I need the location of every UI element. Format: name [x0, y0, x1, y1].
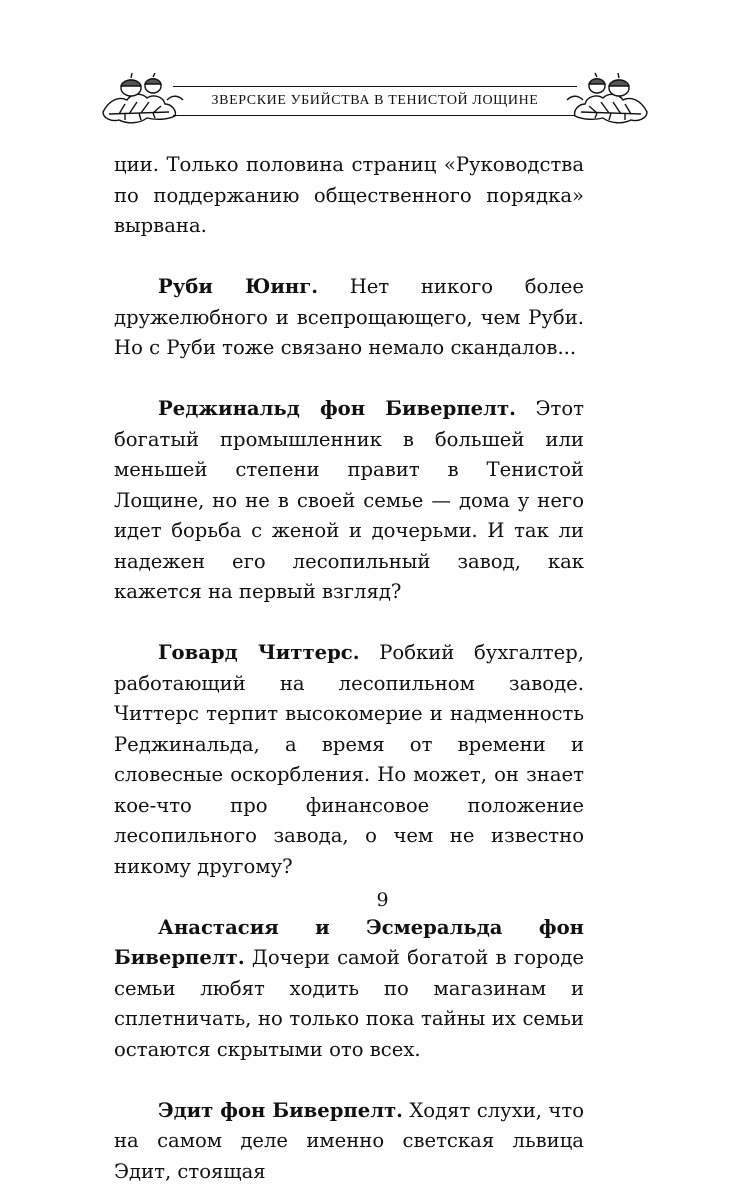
- character-name: Реджинальд фон Биверпелт.: [158, 397, 516, 420]
- header-title: ЗВЕРСКИЕ УБИЙСТВА В ТЕНИСТОЙ ЛОЩИНЕ: [177, 93, 573, 109]
- character-entry: [114, 394, 584, 608]
- character-name: Эдит фон Биверпелт.: [158, 1099, 403, 1122]
- oak-leaf-acorn-icon: [95, 70, 185, 130]
- character-entry: [114, 1096, 584, 1187]
- character-description: Нет никого более дружелюбного и всепрощающего, чем Руби. Но с Руби тоже связано немало скандалов...: [114, 275, 584, 359]
- character-name: Руби Юинг.: [158, 275, 318, 298]
- character-name: Говард Читтерс.: [158, 641, 360, 664]
- character-description: Дочери самой богатой в городе семьи любят ходить по магазинам и сплетничать, но только пока тайны их семьи остаются скрытыми ото всех.: [114, 946, 584, 1061]
- character-entry: [114, 638, 584, 882]
- character-description: Ходят слухи, что на самом деле именно светская львица Эдит, стоящая: [114, 1099, 584, 1183]
- character-entry: [114, 913, 584, 1066]
- character-entry: [114, 272, 584, 364]
- character-description: Робкий бухгалтер, работающий на лесопильном заводе. Читтерс терпит высокомерие и надменность Реджинальда, а время от времени и словесные оскорбления. Но может, он знает кое-что про финансовое положение лесопильного завода, о чем не известно никому другому?: [114, 641, 584, 878]
- character-description: Этот богатый промышленник в большей или меньшей степени правит в Тенистой Лощине, но не в своей семье — дома у него идет борьба с женой и дочерьми. И так ли надежен его лесопильный завод, как кажется на первый взгляд?: [114, 397, 584, 603]
- oak-leaf-acorn-icon: [565, 70, 655, 130]
- character-name: Анастасия и Эсмеральда фон Биверпелт.: [114, 916, 584, 970]
- page-body: [114, 150, 584, 1187]
- running-header: [95, 70, 655, 130]
- page-number: 9: [0, 889, 750, 911]
- intro-paragraph: ции. Только половина страниц «Руководства по поддержанию общественного порядка» вырвана.: [114, 150, 584, 242]
